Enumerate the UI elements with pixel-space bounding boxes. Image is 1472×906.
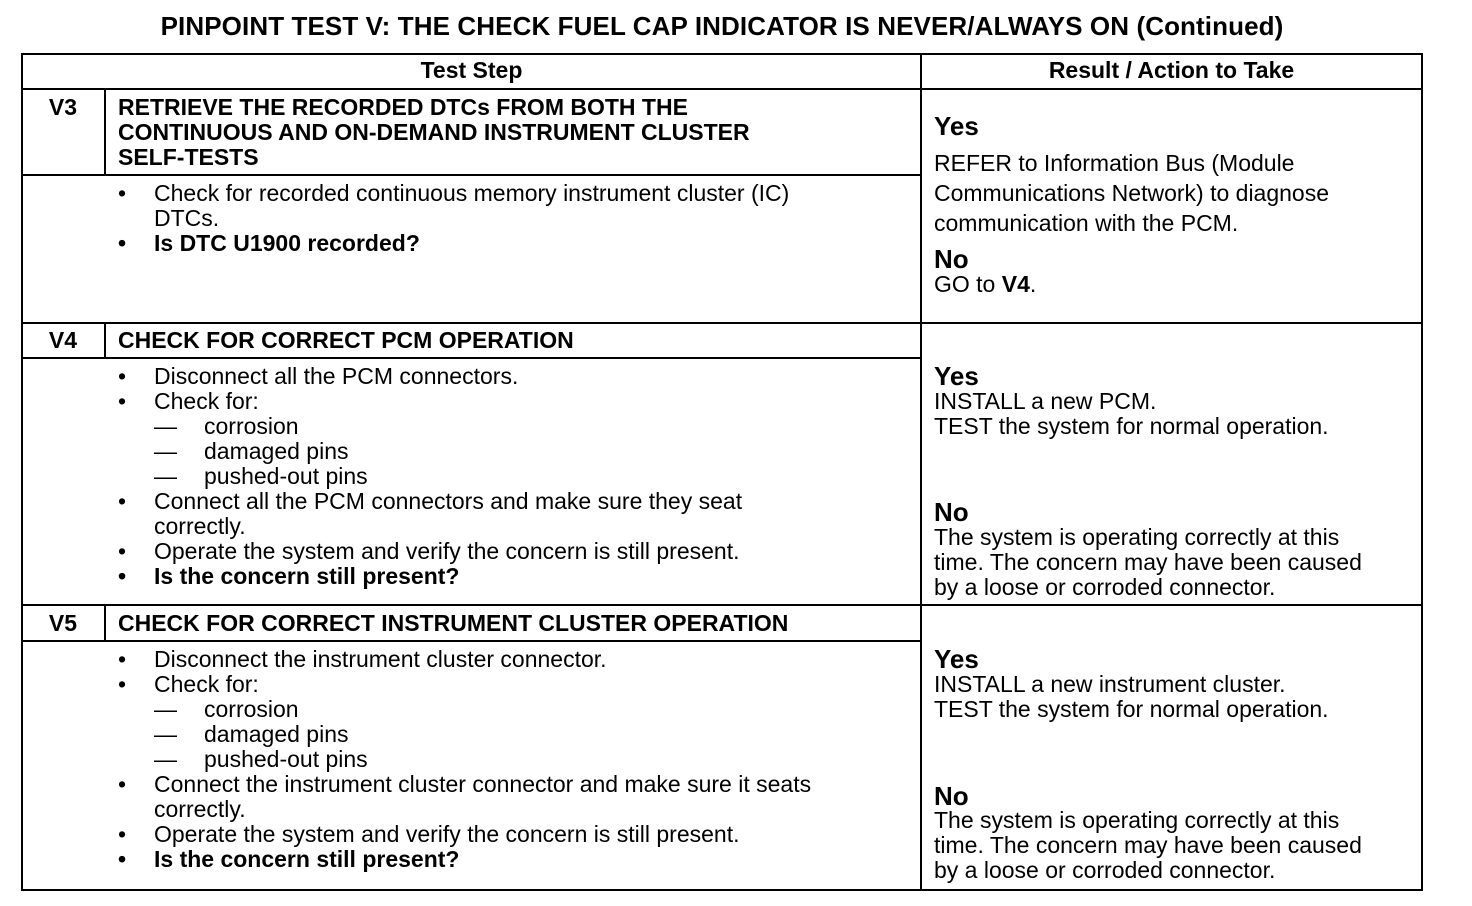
v3-yes-label: Yes bbox=[934, 111, 979, 141]
header-divider bbox=[21, 88, 1423, 90]
v4-steps bbox=[118, 364, 742, 589]
v5-no-label: No bbox=[934, 781, 969, 811]
v5-steps bbox=[118, 647, 811, 872]
list-subitem: — damaged pins bbox=[118, 722, 811, 747]
step-title-v3: RETRIEVE THE RECORDED DTCs FROM BOTH THE CONTINUOUS AND ON-DEMAND INSTRUMENT CLUSTER SELF-TESTS bbox=[118, 94, 750, 170]
list-item: • Disconnect the instrument cluster connector. bbox=[118, 647, 811, 672]
header-result: Result / Action to Take bbox=[1048, 57, 1295, 83]
v3-no-label: No bbox=[934, 244, 969, 274]
list-subitem: — damaged pins bbox=[118, 439, 742, 464]
step-id-v5: V5 bbox=[48, 610, 78, 636]
step-title-v4: CHECK FOR CORRECT PCM OPERATION bbox=[118, 327, 574, 353]
column-divider bbox=[920, 53, 922, 891]
v4-id-divider bbox=[104, 322, 106, 359]
list-item: • Operate the system and verify the concern is still present. bbox=[118, 539, 742, 564]
v4-no-label: No bbox=[934, 497, 969, 527]
header-test-step: Test Step bbox=[420, 57, 523, 83]
list-item: • Operate the system and verify the concern is still present. bbox=[118, 822, 811, 847]
row-divider-v4 bbox=[21, 322, 1423, 324]
v3-steps bbox=[118, 181, 789, 256]
step-id-v3: V3 bbox=[48, 94, 78, 120]
v5-no-action: The system is operating correctly at this time. The concern may have been caused by a loose or corroded connector. bbox=[934, 807, 1362, 883]
v5-question: • Is the concern still present? bbox=[118, 847, 811, 872]
v3-id-divider bbox=[104, 88, 106, 176]
v5-id-divider bbox=[104, 604, 106, 642]
v4-no-action: The system is operating correctly at this time. The concern may have been caused by a loose or corroded connector. bbox=[934, 524, 1362, 600]
list-subitem: — corrosion bbox=[118, 414, 742, 439]
v5-yes-label: Yes bbox=[934, 644, 979, 674]
list-item: • Connect all the PCM connectors and make sure they seat correctly. bbox=[118, 489, 742, 539]
list-subitem: — pushed-out pins bbox=[118, 747, 811, 772]
list-item: • Disconnect all the PCM connectors. bbox=[118, 364, 742, 389]
v4-yes-action: INSTALL a new PCM. TEST the system for normal operation. bbox=[934, 388, 1329, 439]
row-divider-v5 bbox=[21, 604, 1423, 606]
list-item: • Check for: bbox=[118, 389, 742, 414]
list-subitem: — corrosion bbox=[118, 697, 811, 722]
v4-question: • Is the concern still present? bbox=[118, 564, 742, 589]
v3-no-action: GO to V4. bbox=[934, 271, 1037, 297]
v3-title-underline bbox=[21, 174, 922, 176]
v5-title-underline bbox=[21, 640, 922, 642]
v4-title-underline bbox=[21, 357, 922, 359]
v3-yes-action: REFER to Information Bus (Module Communications Network) to diagnose communication with the PCM. bbox=[934, 150, 1330, 236]
list-item: • Check for: bbox=[118, 672, 811, 697]
step-title-v5: CHECK FOR CORRECT INSTRUMENT CLUSTER OPERATION bbox=[118, 610, 789, 636]
v5-yes-action: INSTALL a new instrument cluster. TEST the system for normal operation. bbox=[934, 671, 1329, 722]
goto-v4-link[interactable]: V4 bbox=[1001, 271, 1030, 297]
step-id-v4: V4 bbox=[48, 327, 78, 353]
v4-yes-label: Yes bbox=[934, 361, 979, 391]
page-title: PINPOINT TEST V: THE CHECK FUEL CAP INDICATOR IS NEVER/ALWAYS ON (Continued) bbox=[160, 11, 1284, 41]
list-item: • Connect the instrument cluster connector and make sure it seats correctly. bbox=[118, 772, 811, 822]
list-subitem: — pushed-out pins bbox=[118, 464, 742, 489]
list-item: • Check for recorded continuous memory instrument cluster (IC) DTCs. bbox=[118, 181, 789, 231]
v3-question: • Is DTC U1900 recorded? bbox=[118, 231, 789, 256]
